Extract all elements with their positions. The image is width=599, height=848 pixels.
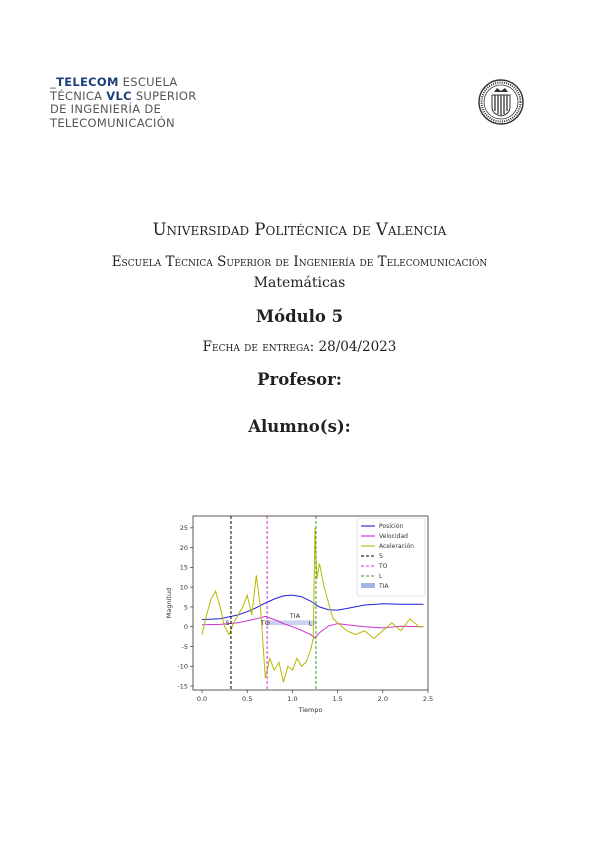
y-tick-label: 15 (179, 563, 188, 572)
series-line-posición (202, 595, 424, 620)
subject: Matemáticas (253, 275, 346, 291)
y-tick-label: 25 (179, 524, 188, 533)
legend-label: TO (379, 563, 388, 570)
x-tick-label: 1.0 (287, 695, 298, 703)
professor-label: Profesor: (257, 370, 342, 389)
school-name: Escuela Técnica Superior de Ingeniería de Telecomunicación (111, 254, 488, 270)
legend-label: Posición (379, 523, 404, 530)
due-date (0, 339, 599, 355)
due-date-label: Fecha de entrega: (202, 339, 315, 355)
annotation-s: S (225, 618, 230, 627)
legend-label: L (379, 573, 383, 580)
y-axis-label: Magnitud (165, 587, 173, 619)
kinematics-chart (160, 508, 440, 718)
x-axis-label: Tiempo (298, 706, 323, 714)
annotation-to: TO (260, 618, 270, 627)
school-logo-text (50, 76, 197, 130)
y-tick-label: 20 (179, 543, 188, 552)
x-tick-label: 2.0 (377, 695, 388, 703)
annotation-l: L (308, 619, 313, 628)
legend-label: TIA (379, 583, 389, 590)
x-tick-label: 2.5 (422, 695, 434, 703)
y-tick-label: 5 (183, 603, 188, 612)
logo-line-4: TELECOMUNICACIÓN (50, 115, 175, 130)
x-tick-label: 0.5 (242, 695, 253, 703)
x-tick-label: 0.0 (196, 695, 208, 703)
y-tick-label: -5 (181, 642, 188, 651)
university-name: Universidad Politécnica de Valencia (152, 220, 447, 239)
module-title: Módulo 5 (255, 307, 344, 326)
legend-label: Aceleración (379, 543, 414, 550)
legend-swatch (361, 583, 375, 588)
university-seal-icon (477, 78, 525, 126)
legend-label: Velocidad (379, 533, 408, 540)
y-tick-label: -10 (177, 662, 188, 671)
x-tick-label: 1.5 (332, 695, 343, 703)
due-date-value: 28/04/2023 (318, 339, 397, 355)
students-label: Alumno(s): (248, 417, 351, 436)
annotation-tia: TIA (289, 612, 301, 621)
y-tick-label: 10 (179, 583, 188, 592)
y-tick-label: 0 (183, 623, 188, 632)
logo-line-2: TÉCNICA VLC SUPERIOR (50, 88, 197, 103)
y-tick-label: -15 (177, 682, 188, 691)
logo-line-1: _TELECOM ESCUELA (50, 75, 178, 89)
logo-line-3: DE INGENIERÍA DE (50, 102, 162, 116)
legend-label: S (379, 553, 383, 560)
